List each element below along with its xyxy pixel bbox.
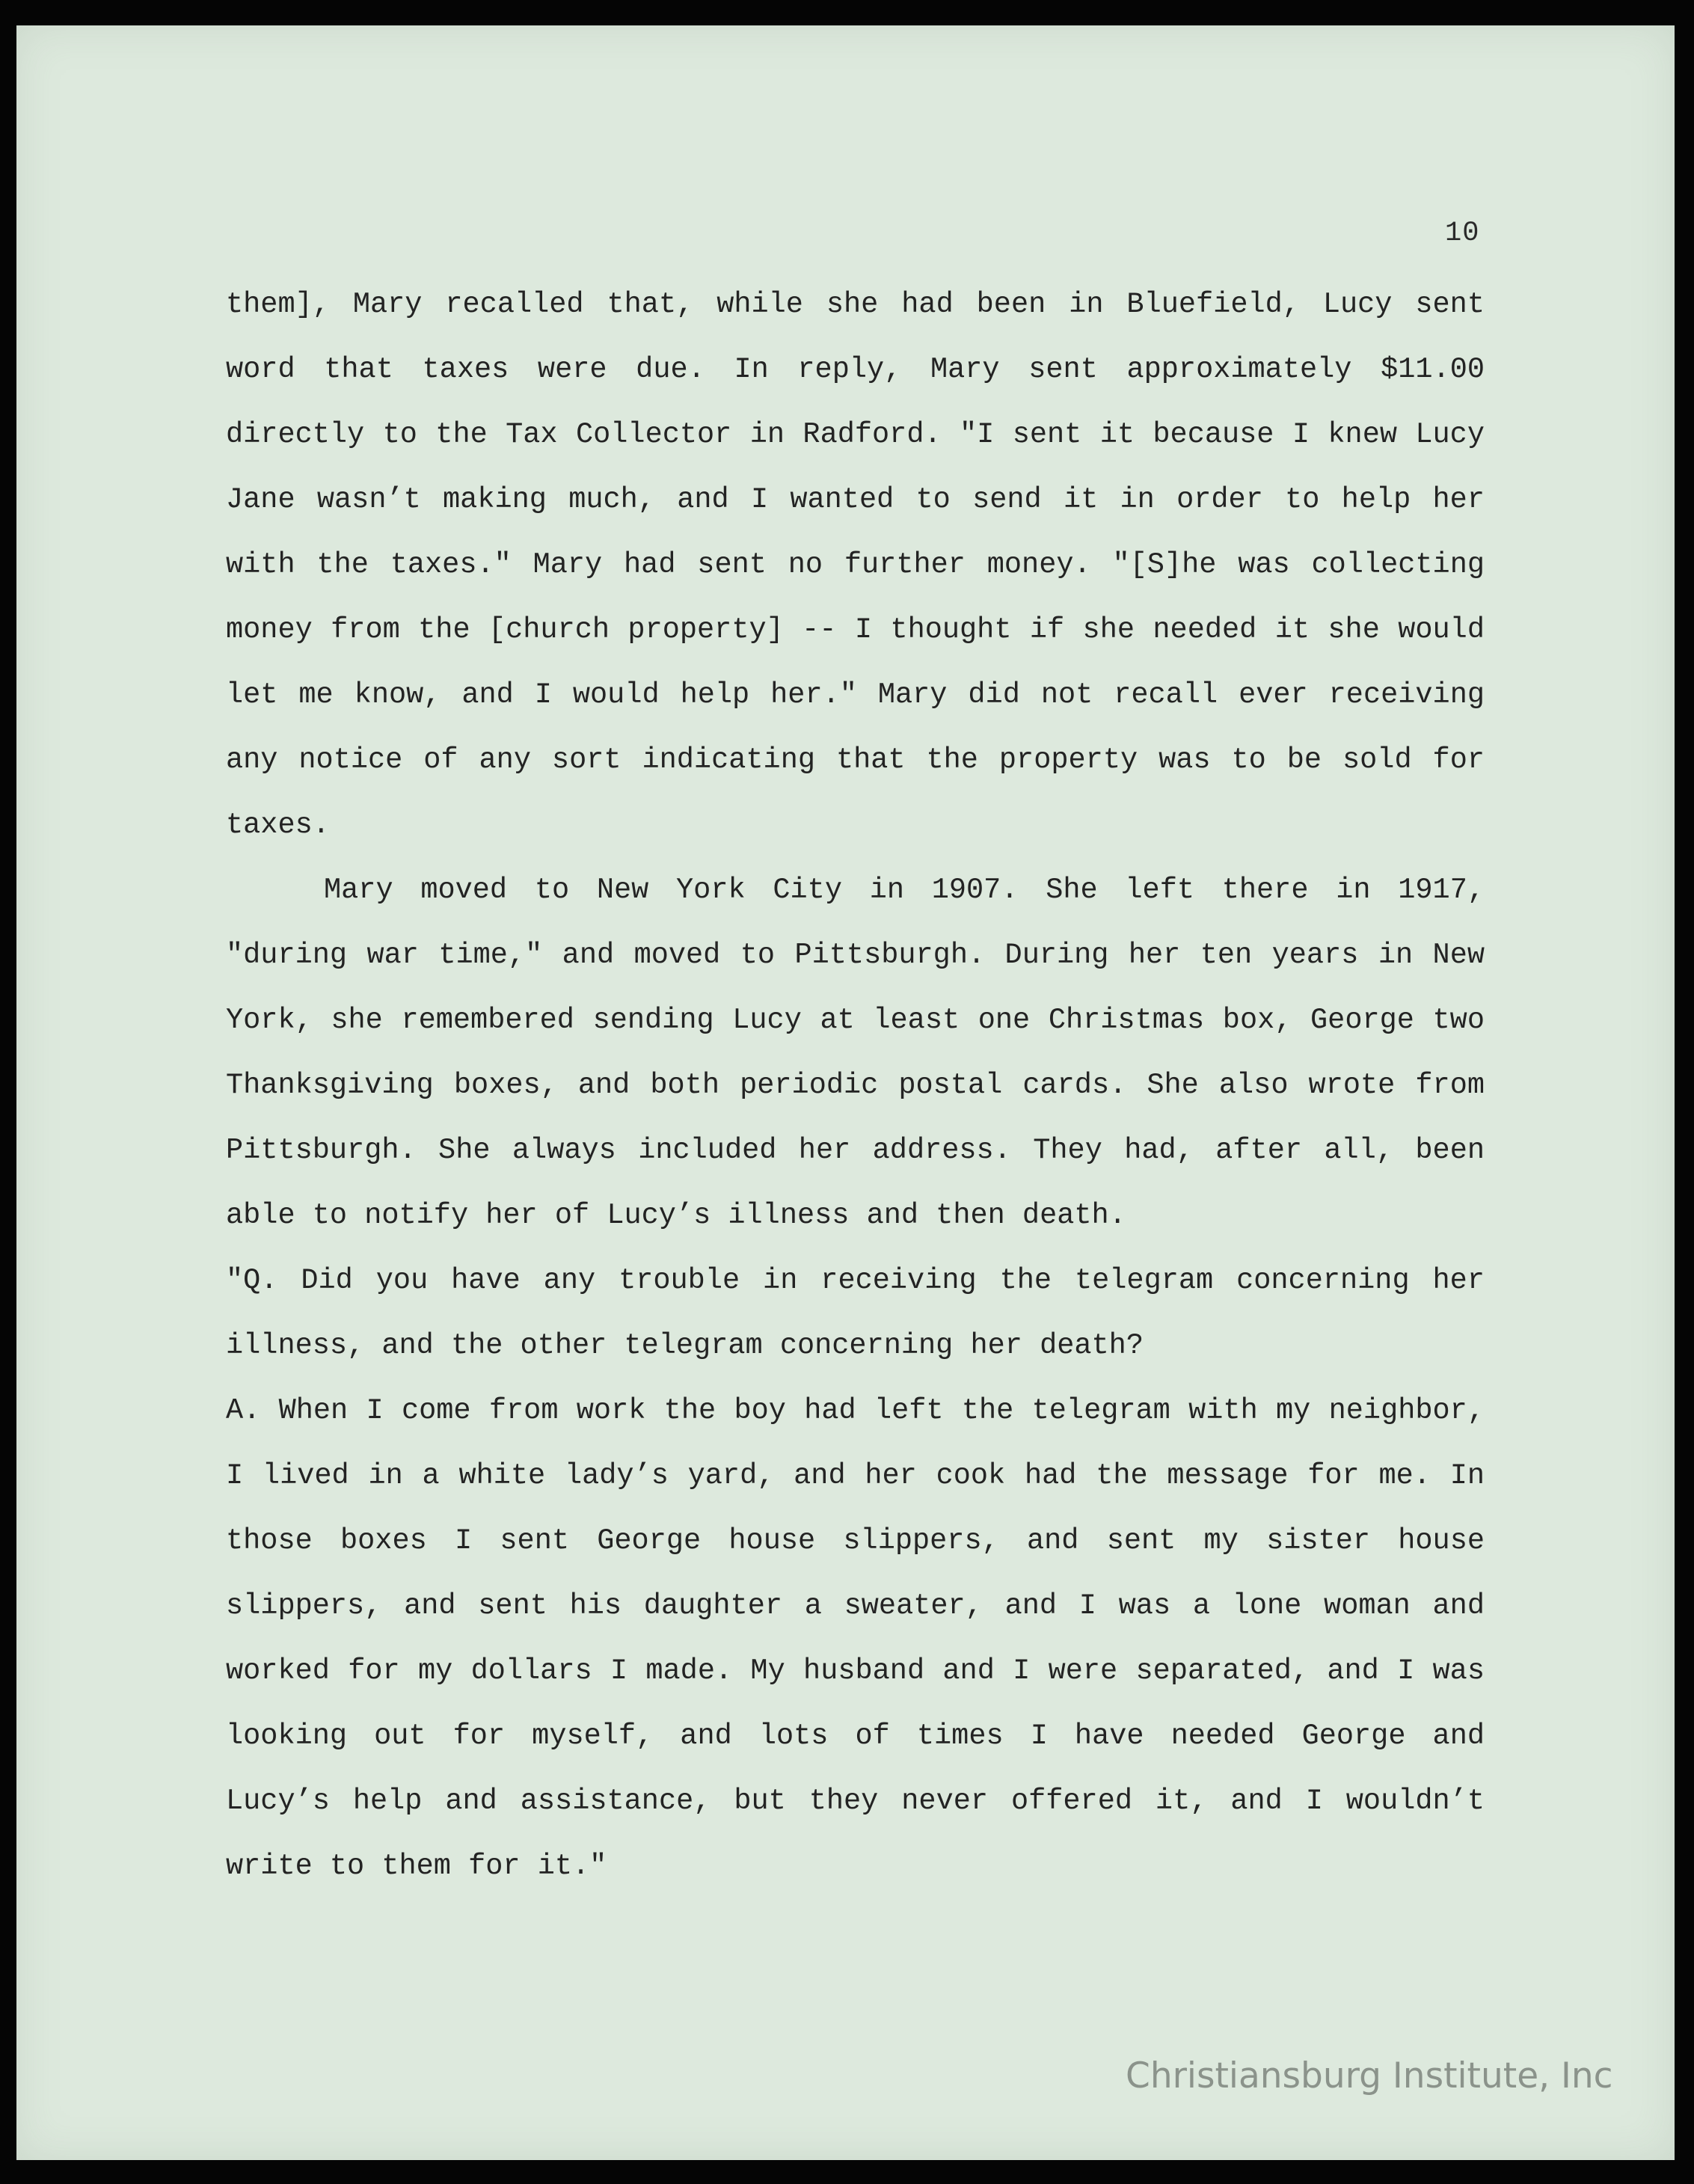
- paragraph-tax-payment: them], Mary recalled that, while she had been in Bluefield, Lucy sent word that taxes were due. In reply, Mary sent approximately $11.00 directly to the Tax Collector in Radford. "I sent it because I knew Lucy Jane wasn’t making much, and I wanted to send it in order to help her with the taxes." Mary had sent no further money. "[S]he was collecting money from the [church property] -- I thought if she needed it she would let me know, and I would help her." Mary did not recall ever receiving any notice of any sort indicating that the property was to be sold for taxes.: [226, 288, 1485, 841]
- page-number: 10: [1445, 218, 1480, 249]
- paragraph-new-york: Mary moved to New York City in 1907. She left there in 1917, "during war time," and moved to Pittsburgh. During her ten years in New York, she remembered sending Lucy at least one Christmas box, George two Thanksgiving boxes, and both periodic postal cards. She also wrote from Pittsburgh. She always included her address. They had, after all, been able to notify her of Lucy’s illness and then death.: [226, 874, 1485, 1232]
- testimony-question: "Q. Did you have any trouble in receiving the telegram concerning her illness, and the other telegram concerning her death?: [226, 1264, 1485, 1362]
- body-text: [226, 272, 1485, 1899]
- watermark: Christiansburg Institute, Inc: [1126, 2055, 1613, 2096]
- testimony-answer: A. When I come from work the boy had left the telegram with my neighbor, I lived in a white lady’s yard, and her cook had the message for me. In those boxes I sent George house slippers, and sent my sister house slippers, and sent his daughter a sweater, and I was a lone woman and worked for my dollars I made. My husband and I were separated, and I was looking out for myself, and lots of times I have needed George and Lucy’s help and assistance, but they never offered it, and I wouldn’t write to them for it.": [226, 1394, 1485, 1883]
